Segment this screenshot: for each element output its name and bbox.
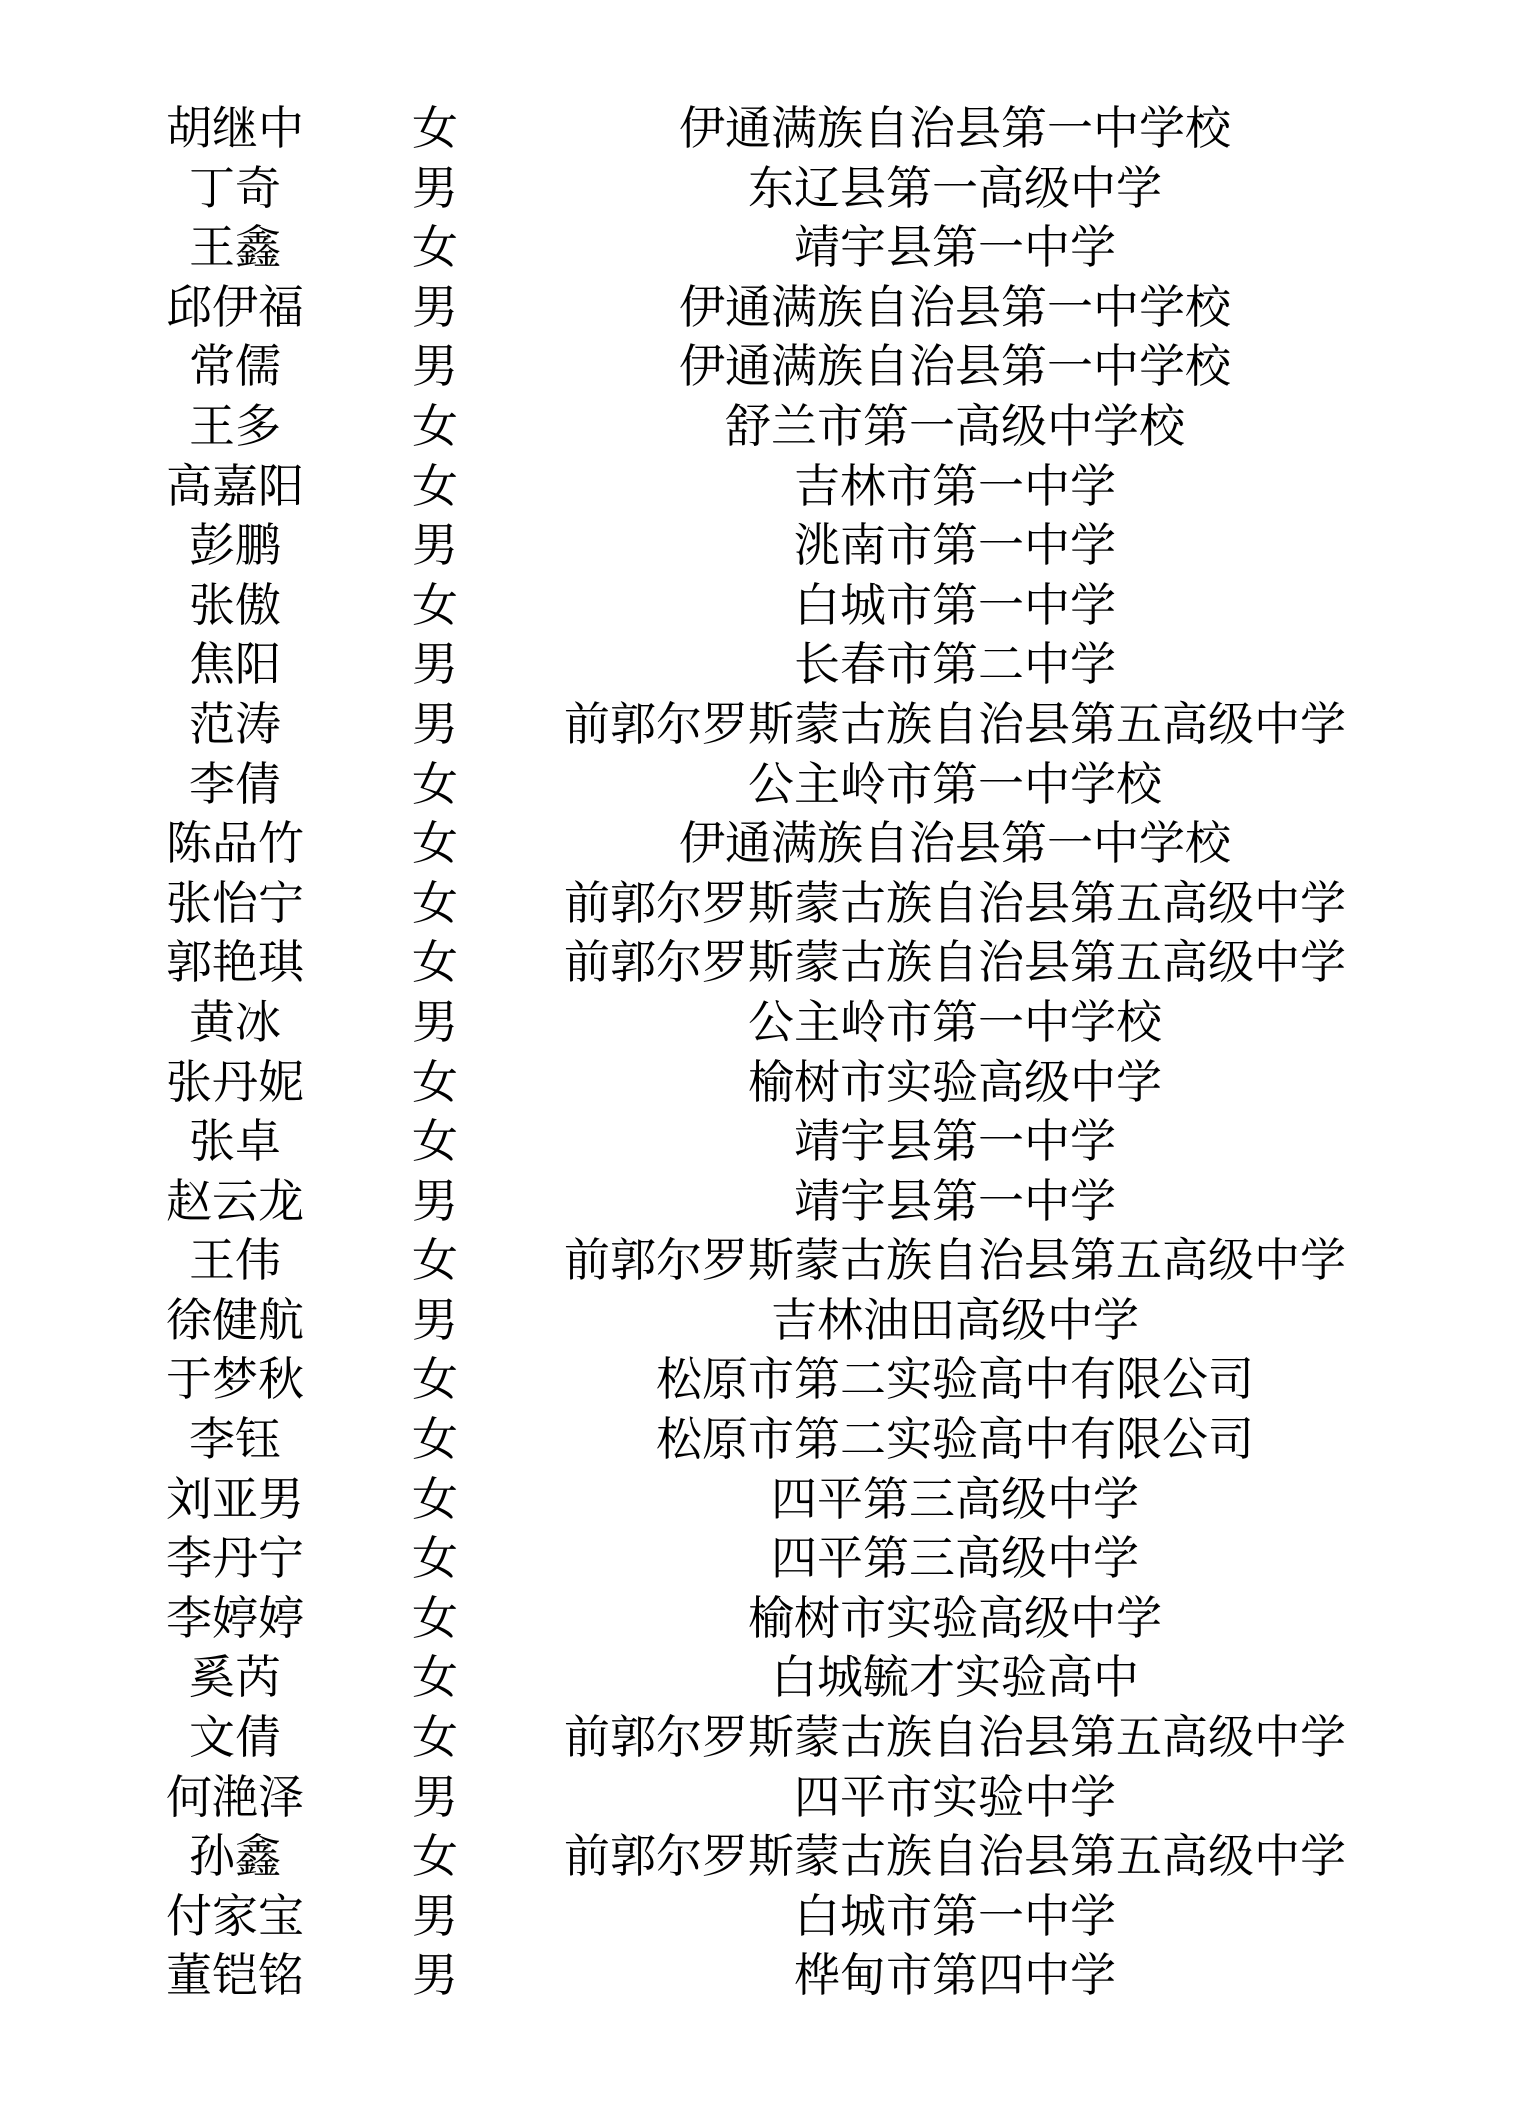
- student-school: 长春市第二中学: [794, 637, 1116, 692]
- list-item: [0, 1946, 1522, 2006]
- student-name: 李钰: [189, 1412, 281, 1467]
- student-school: 伊通满族自治县第一中学校: [679, 101, 1231, 155]
- list-item: [0, 993, 1522, 1053]
- student-name: 张丹妮: [166, 1054, 304, 1109]
- student-school: 前郭尔罗斯蒙古族自治县第五高级中学: [564, 1829, 1346, 1884]
- student-gender: 男: [412, 1948, 458, 2003]
- student-gender: 男: [412, 1769, 458, 1824]
- list-item: [0, 1887, 1522, 1947]
- list-item: [0, 516, 1522, 576]
- student-school: 前郭尔罗斯蒙古族自治县第五高级中学: [564, 1233, 1346, 1288]
- list-item: [0, 1827, 1522, 1887]
- student-school: 松原市第二实验高中有限公司: [656, 1352, 1254, 1407]
- student-gender: 男: [412, 518, 458, 573]
- student-name: 付家宝: [166, 1888, 304, 1943]
- student-school: 伊通满族自治县第一中学校: [679, 339, 1231, 394]
- student-school: 公主岭市第一中学校: [748, 756, 1162, 811]
- student-name: 孙鑫: [189, 1829, 281, 1884]
- list-item: [0, 1231, 1522, 1291]
- student-name: 张卓: [189, 1114, 281, 1169]
- student-school: 白城毓才实验高中: [771, 1650, 1139, 1705]
- student-school: 桦甸市第四中学: [794, 1948, 1116, 2003]
- student-gender: 女: [412, 1590, 458, 1645]
- student-name: 张怡宁: [166, 875, 304, 930]
- student-name: 李倩: [189, 756, 281, 811]
- student-gender: 女: [412, 1352, 458, 1407]
- student-name: 何滟泽: [166, 1769, 304, 1824]
- student-school: 洮南市第一中学: [794, 518, 1116, 573]
- student-gender: 女: [412, 1710, 458, 1765]
- student-name: 赵云龙: [166, 1173, 304, 1228]
- student-gender: 女: [412, 458, 458, 513]
- student-school: 前郭尔罗斯蒙古族自治县第五高级中学: [564, 696, 1346, 751]
- student-gender: 女: [412, 1531, 458, 1586]
- student-list: [0, 99, 1522, 2006]
- student-name: 徐健航: [166, 1292, 304, 1347]
- list-item: [0, 635, 1522, 695]
- student-gender: 女: [412, 101, 458, 155]
- student-gender: 女: [412, 1114, 458, 1169]
- student-name: 李婷婷: [166, 1590, 304, 1645]
- student-gender: 男: [412, 160, 458, 215]
- list-item: [0, 695, 1522, 755]
- student-name: 彭鹏: [189, 518, 281, 573]
- student-gender: 女: [412, 1471, 458, 1526]
- student-school: 前郭尔罗斯蒙古族自治县第五高级中学: [564, 1710, 1346, 1765]
- student-school: 松原市第二实验高中有限公司: [656, 1412, 1254, 1467]
- list-item: [0, 397, 1522, 457]
- list-item: [0, 1410, 1522, 1470]
- list-item: [0, 218, 1522, 278]
- list-item: [0, 159, 1522, 219]
- student-name: 郭艳琪: [166, 935, 304, 990]
- student-school: 吉林油田高级中学: [771, 1292, 1139, 1347]
- list-item: [0, 1112, 1522, 1172]
- student-school: 四平第三高级中学: [771, 1531, 1139, 1586]
- student-gender: 女: [412, 220, 458, 275]
- student-gender: 男: [412, 994, 458, 1049]
- list-item: [0, 1291, 1522, 1351]
- student-gender: 女: [412, 935, 458, 990]
- list-item: [0, 1053, 1522, 1113]
- student-name: 于梦秋: [166, 1352, 304, 1407]
- list-item: [0, 1470, 1522, 1530]
- list-item: [0, 1768, 1522, 1828]
- list-item: [0, 1529, 1522, 1589]
- student-school: 四平市实验中学: [794, 1769, 1116, 1824]
- list-item: [0, 1589, 1522, 1649]
- student-gender: 男: [412, 279, 458, 334]
- student-name: 张傲: [189, 577, 281, 632]
- list-item: [0, 1172, 1522, 1232]
- student-name: 陈品竹: [166, 816, 304, 871]
- list-item: [0, 933, 1522, 993]
- student-gender: 男: [412, 339, 458, 394]
- student-name: 王鑫: [189, 220, 281, 275]
- student-name: 胡继中: [166, 101, 304, 155]
- student-name: 丁奇: [189, 160, 281, 215]
- list-item: [0, 337, 1522, 397]
- list-item: [0, 1708, 1522, 1768]
- student-school: 东辽县第一高级中学: [748, 160, 1162, 215]
- student-gender: 女: [412, 1650, 458, 1705]
- student-school: 前郭尔罗斯蒙古族自治县第五高级中学: [564, 875, 1346, 930]
- student-name: 王伟: [189, 1233, 281, 1288]
- student-school: 白城市第一中学: [794, 1888, 1116, 1943]
- student-gender: 女: [412, 875, 458, 930]
- student-gender: 男: [412, 1888, 458, 1943]
- student-school: 吉林市第一中学: [794, 458, 1116, 513]
- student-school: 伊通满族自治县第一中学校: [679, 279, 1231, 334]
- list-item: [0, 874, 1522, 934]
- student-name: 黄冰: [189, 994, 281, 1049]
- list-item: [0, 576, 1522, 636]
- student-gender: 男: [412, 1292, 458, 1347]
- list-item: [0, 1648, 1522, 1708]
- student-name: 刘亚男: [166, 1471, 304, 1526]
- student-gender: 女: [412, 398, 458, 453]
- student-school: 靖宇县第一中学: [794, 1114, 1116, 1169]
- student-gender: 女: [412, 1054, 458, 1109]
- list-item: [0, 755, 1522, 815]
- list-item: [0, 457, 1522, 517]
- student-gender: 女: [412, 1412, 458, 1467]
- student-name: 焦阳: [189, 637, 281, 692]
- student-school: 靖宇县第一中学: [794, 220, 1116, 275]
- student-name: 王多: [189, 398, 281, 453]
- student-name: 文倩: [189, 1710, 281, 1765]
- student-school: 榆树市实验高级中学: [748, 1054, 1162, 1109]
- student-gender: 男: [412, 696, 458, 751]
- list-item: [0, 99, 1522, 159]
- student-name: 董铠铭: [166, 1948, 304, 2003]
- student-name: 范涛: [189, 696, 281, 751]
- student-name: 邱伊福: [166, 279, 304, 334]
- student-gender: 女: [412, 756, 458, 811]
- student-school: 公主岭市第一中学校: [748, 994, 1162, 1049]
- student-school: 四平第三高级中学: [771, 1471, 1139, 1526]
- student-school: 伊通满族自治县第一中学校: [679, 816, 1231, 871]
- list-item: [0, 814, 1522, 874]
- student-school: 榆树市实验高级中学: [748, 1590, 1162, 1645]
- list-item: [0, 1350, 1522, 1410]
- student-gender: 女: [412, 816, 458, 871]
- student-school: 靖宇县第一中学: [794, 1173, 1116, 1228]
- student-gender: 男: [412, 637, 458, 692]
- student-name: 奚芮: [189, 1650, 281, 1705]
- student-name: 常儒: [189, 339, 281, 394]
- list-item: [0, 278, 1522, 338]
- student-gender: 女: [412, 577, 458, 632]
- student-name: 高嘉阳: [166, 458, 304, 513]
- student-gender: 女: [412, 1233, 458, 1288]
- student-school: 白城市第一中学: [794, 577, 1116, 632]
- student-school: 前郭尔罗斯蒙古族自治县第五高级中学: [564, 935, 1346, 990]
- student-name: 李丹宁: [166, 1531, 304, 1586]
- student-gender: 女: [412, 1829, 458, 1884]
- student-school: 舒兰市第一高级中学校: [725, 398, 1185, 453]
- student-gender: 男: [412, 1173, 458, 1228]
